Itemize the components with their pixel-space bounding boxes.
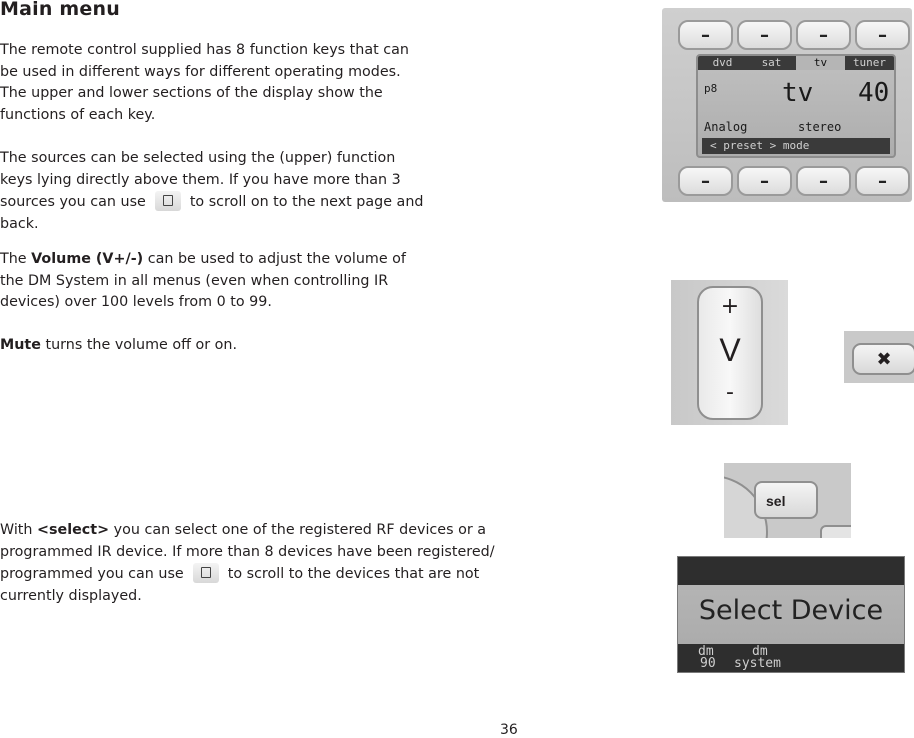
volume-text-after: can be used to adjust the volume of the DM System in all menus (even when controlling IR devices) over 100 levels from 0 to 99. [0, 251, 406, 310]
channel-number: 40 [858, 78, 890, 108]
function-key: – [855, 166, 910, 196]
function-key: – [678, 20, 733, 50]
mute-key-photo [844, 331, 914, 383]
device-list-bar [678, 644, 904, 672]
function-key: – [678, 166, 733, 196]
sel-key: sel [754, 481, 818, 519]
select-text-after: to scroll to the devices that are not currently displayed. [0, 566, 480, 604]
paragraph-select [0, 520, 520, 607]
source-tabs [698, 56, 894, 70]
page-key-icon [193, 563, 219, 583]
volume-rocker [697, 286, 763, 420]
mute-icon: ✖ [852, 343, 914, 375]
volume-plus-label: + [720, 294, 740, 319]
volume-minus-label: - [726, 380, 734, 405]
page-title: Main menu [0, 0, 120, 20]
lower-function-keys [678, 166, 910, 194]
volume-label: V [719, 332, 741, 368]
signal-type: Analog [704, 120, 748, 134]
select-key-photo [724, 463, 851, 538]
preset-label: p8 [704, 82, 718, 95]
function-key: – [796, 20, 851, 50]
remote-lcd [696, 54, 896, 158]
mute-bold: Mute [0, 337, 41, 353]
function-key: – [796, 166, 851, 196]
volume-bold: Volume (V+/-) [31, 251, 144, 267]
volume-text-pre: The [0, 251, 32, 267]
function-key: – [855, 20, 910, 50]
display-top-bar [678, 557, 904, 585]
source-tab: tuner [845, 56, 894, 70]
source-tab: sat [747, 56, 796, 70]
page-key-icon [155, 191, 181, 211]
function-key: – [737, 166, 792, 196]
source-tab: dvd [698, 56, 747, 70]
audio-mode: stereo [798, 120, 842, 134]
upper-function-keys [678, 20, 910, 48]
mute-text-after: turns the volume off or on. [40, 337, 238, 353]
select-text-pre: With [0, 522, 38, 538]
paragraph-volume [0, 249, 430, 314]
sources-text-after: to scroll on to the next page and back. [0, 194, 424, 232]
device-label: dm [698, 644, 714, 659]
source-tab-active: tv [796, 56, 845, 70]
remote-display-photo [662, 8, 912, 202]
select-text-mid: you can select one of the registered RF devices or a programmed IR device. If more than 8 devices have been registered/ programmed you can use [0, 522, 495, 582]
select-device-display [677, 556, 905, 673]
function-key: – [737, 20, 792, 50]
sources-text-before: The sources can be selected using the (upper) function keys lying directly above them. If you have more than 3 sources you can use [0, 150, 401, 210]
device-label: 90 [700, 656, 716, 671]
paragraph-function-keys: The remote control supplied has 8 function keys that can be used in different ways for different operating modes. The upper and lower sections of the display show the functions of each key. [0, 42, 409, 123]
adjacent-key [820, 525, 851, 538]
device-label: dm [752, 644, 768, 659]
volume-key-photo [671, 280, 788, 425]
page-number: 36 [500, 722, 518, 738]
source-name: tv [782, 78, 814, 108]
select-device-title: Select Device [698, 595, 884, 626]
select-bold: <select> [37, 522, 110, 538]
paragraph-sources [0, 148, 430, 235]
paragraph-mute [0, 335, 430, 357]
lcd-bottom-bar: < preset > mode [702, 138, 890, 154]
device-label: system [734, 656, 781, 671]
